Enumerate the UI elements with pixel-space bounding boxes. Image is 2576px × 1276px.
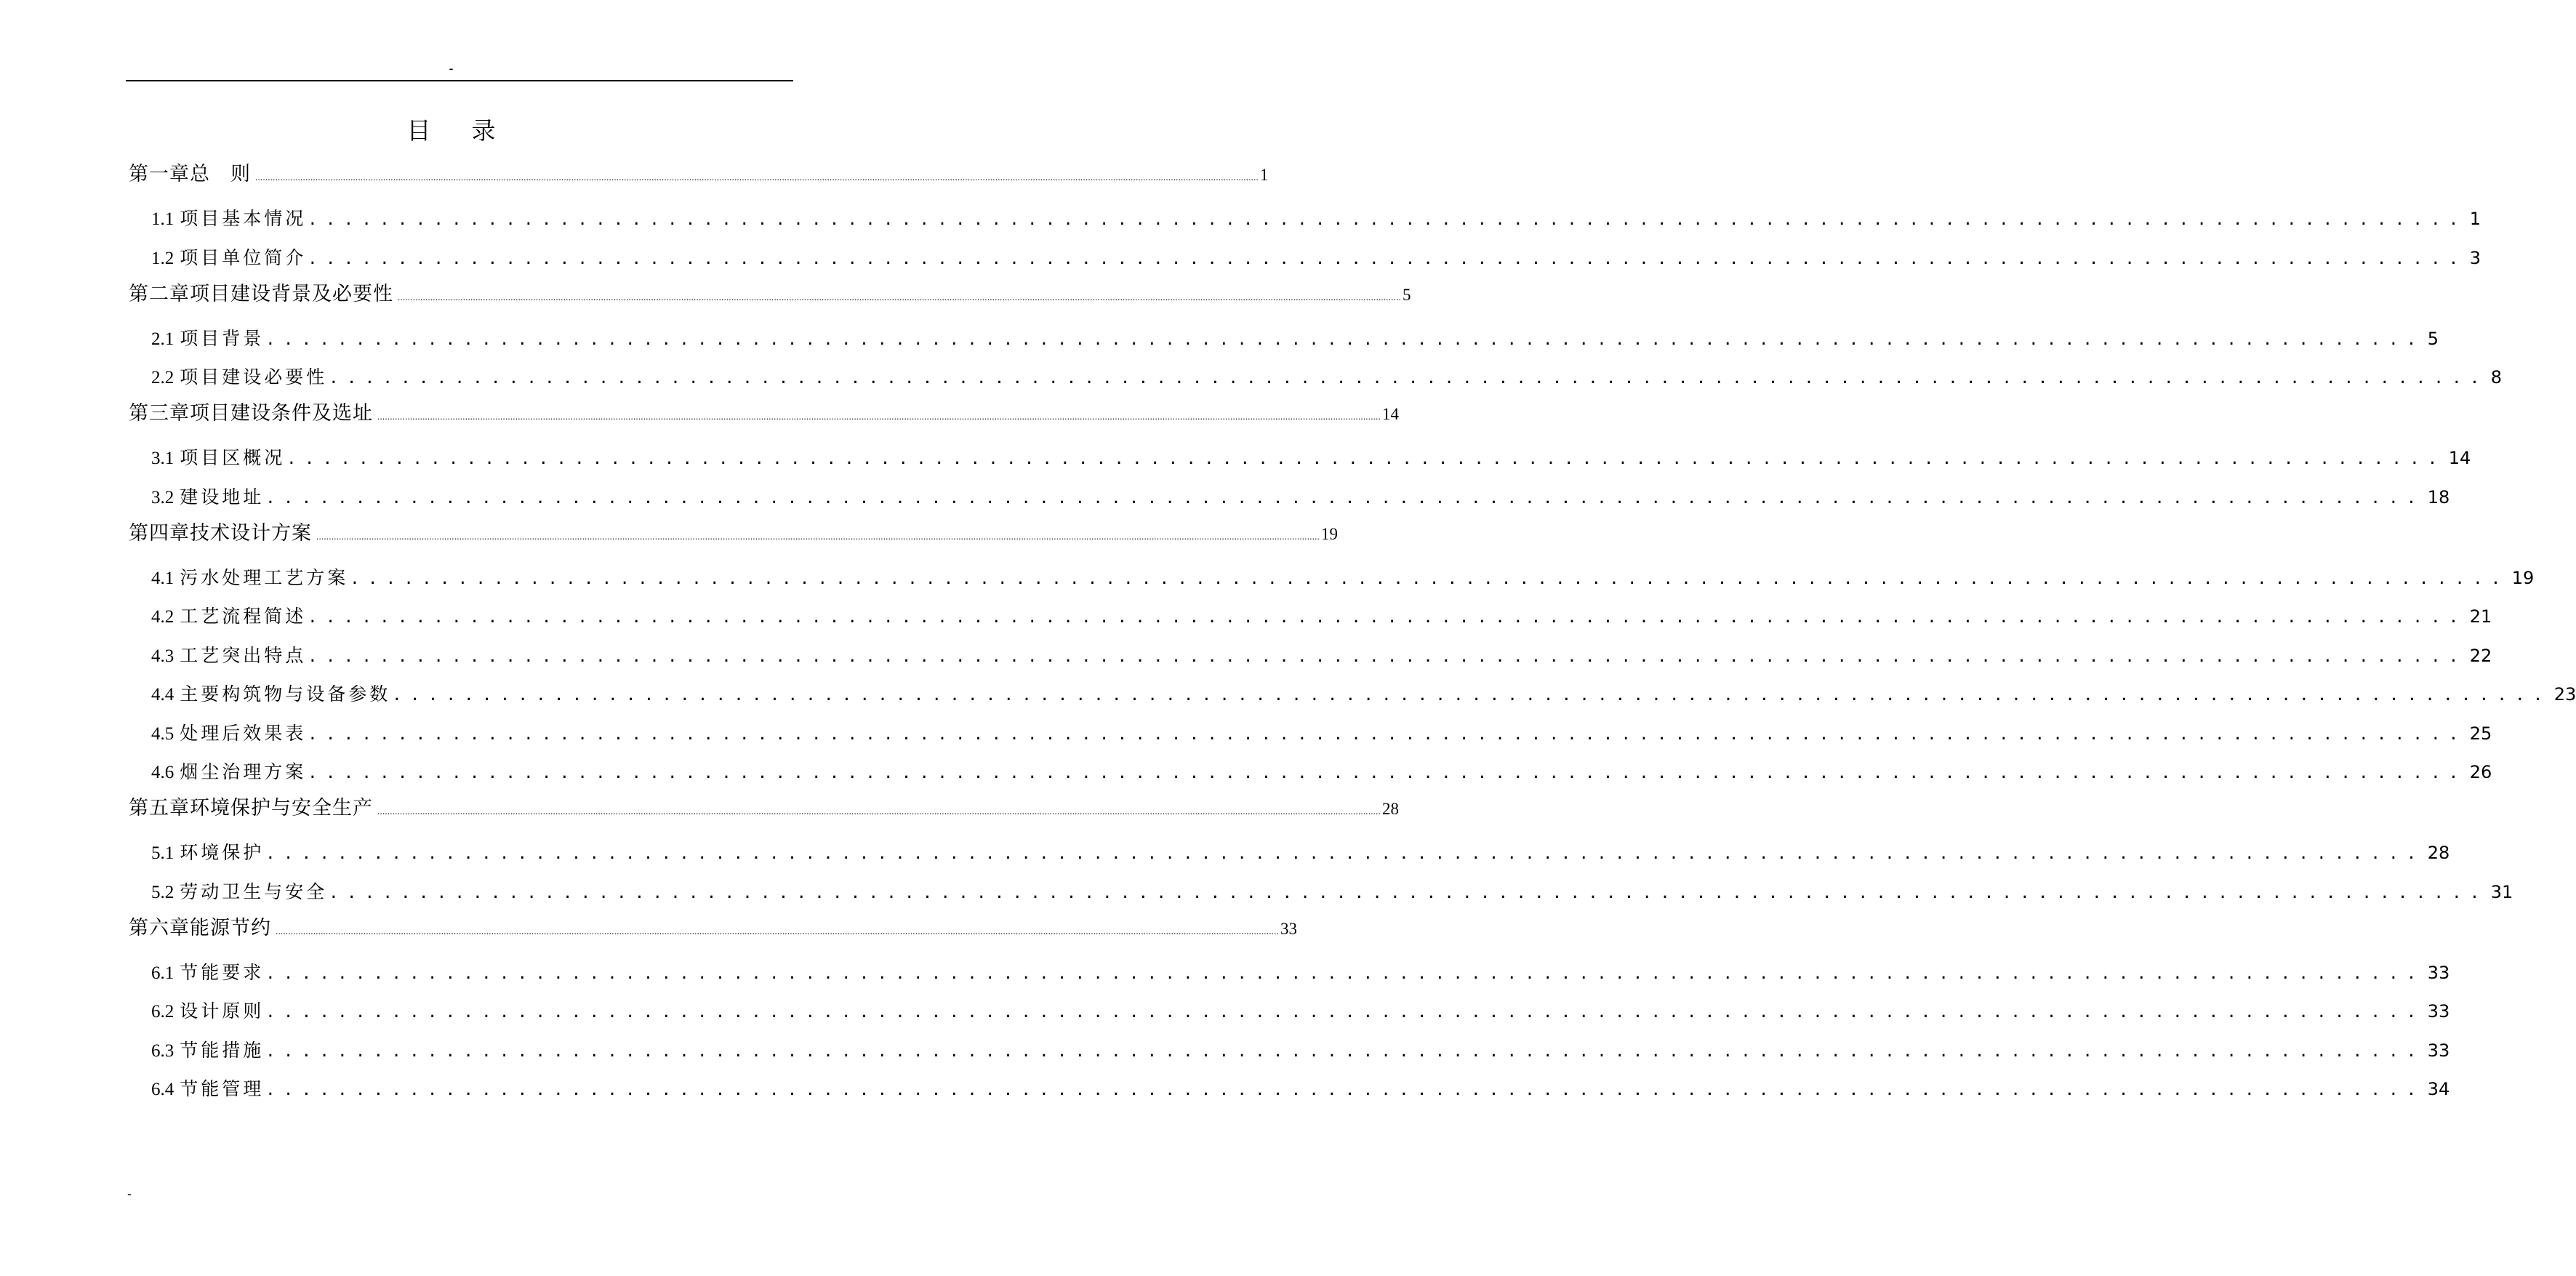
- section-page-number: 5: [2427, 328, 2439, 349]
- section-title: 处理后效果表: [180, 722, 307, 744]
- section-title: 节能要求: [180, 961, 265, 983]
- section-page-number: 1: [2469, 209, 2481, 229]
- section-number: 4.1: [151, 568, 174, 588]
- chapter-title: 技术设计方案: [190, 521, 312, 545]
- dot-leader: ........................................................................................................................: [265, 1042, 2425, 1061]
- dot-leader: ........................................................................................................................: [329, 369, 2488, 388]
- toc-section-entry[interactable]: [151, 840, 2450, 867]
- dot-leader: ........................................................................................................................: [308, 725, 2467, 744]
- toc-section-entry[interactable]: [151, 566, 2535, 592]
- section-page-number: 34: [2427, 1079, 2450, 1099]
- section-number: 4.5: [151, 723, 174, 744]
- section-number: 6.1: [151, 963, 174, 983]
- dot-leader: ........................................................................................................................: [350, 569, 2509, 588]
- dot-leader: ........................................................................................................................: [308, 647, 2467, 666]
- toc-section-entry[interactable]: [151, 326, 2439, 353]
- toc-section-entry[interactable]: [151, 682, 2576, 708]
- chapter-title: 能源节约: [190, 916, 271, 939]
- toc-section-entry[interactable]: [151, 880, 2513, 906]
- chapter-label: 第二章: [129, 282, 190, 305]
- dot-leader: ........................................................................................................................: [265, 845, 2425, 863]
- toc-chapter-entry[interactable]: [129, 915, 1297, 944]
- toc-section-entry[interactable]: [151, 446, 2471, 472]
- dot-leader: ........................................................................................................................: [265, 1003, 2425, 1022]
- section-page-number: 21: [2469, 606, 2492, 627]
- section-page-number: 19: [2511, 567, 2535, 588]
- section-title: 烟尘治理方案: [180, 761, 307, 782]
- section-number: 1.2: [151, 248, 174, 268]
- section-number: 6.2: [151, 1002, 174, 1022]
- chapter-page-number: 19: [1321, 524, 1338, 543]
- dot-leader: ........................................................................................................................: [286, 450, 2446, 468]
- section-title: 环境保护: [180, 842, 265, 863]
- section-page-number: 33: [2427, 962, 2450, 983]
- section-number: 2.1: [151, 329, 174, 349]
- section-title: 项目建设必要性: [180, 366, 328, 388]
- chapter-page-number: 1: [1260, 166, 1269, 184]
- section-page-number: 14: [2448, 448, 2471, 468]
- section-title: 节能措施: [180, 1039, 265, 1061]
- dot-leader: ................................................................................................................................................................................................................................................................................................................................................................................................................: [377, 806, 1381, 816]
- page-footer-mark: -: [127, 1187, 132, 1201]
- section-page-number: 22: [2469, 645, 2492, 666]
- section-title: 项目基本情况: [180, 208, 307, 229]
- section-number: 3.1: [151, 449, 174, 468]
- dot-leader: ........................................................................................................................: [265, 489, 2425, 507]
- dot-leader: ................................................................................................................................................................................................................................................................................................................................................................................................................: [276, 925, 1279, 936]
- section-number: 6.3: [151, 1040, 174, 1061]
- section-title: 主要构筑物与设备参数: [180, 683, 391, 705]
- section-number: 4.2: [151, 607, 174, 627]
- section-page-number: 18: [2427, 486, 2450, 507]
- dot-leader: ................................................................................................................................................................................................................................................................................................................................................................................................................: [255, 172, 1259, 182]
- toc-section-entry[interactable]: [151, 999, 2450, 1025]
- section-page-number: 26: [2469, 762, 2492, 782]
- toc-section-entry[interactable]: [151, 246, 2481, 272]
- section-number: 2.2: [151, 368, 174, 388]
- section-title: 项目单位简介: [180, 246, 307, 268]
- toc-chapter-entry[interactable]: [129, 281, 1411, 310]
- dot-leader: ........................................................................................................................: [308, 211, 2467, 229]
- chapter-page-number: 33: [1280, 919, 1297, 938]
- section-page-number: 33: [2427, 1001, 2450, 1022]
- dot-leader: ................................................................................................................................................................................................................................................................................................................................................................................................................: [316, 530, 1320, 542]
- dot-leader: ................................................................................................................................................................................................................................................................................................................................................................................................................: [377, 411, 1381, 422]
- section-number: 4.4: [151, 685, 174, 705]
- section-title: 工艺突出特点: [180, 644, 307, 666]
- section-number: 5.2: [151, 882, 174, 902]
- section-number: 5.1: [151, 843, 174, 863]
- dot-leader: ........................................................................................................................: [265, 330, 2425, 349]
- chapter-label: 第六章: [129, 916, 190, 939]
- toc-chapter-entry[interactable]: [129, 401, 1399, 430]
- chapter-label: 第五章: [129, 797, 190, 819]
- section-number: 6.4: [151, 1080, 174, 1099]
- section-title: 建设地址: [180, 486, 265, 507]
- section-title: 工艺流程简述: [180, 606, 307, 627]
- toc-section-entry[interactable]: [151, 643, 2492, 670]
- section-title: 项目区概况: [180, 447, 286, 468]
- section-page-number: 3: [2469, 247, 2481, 268]
- dot-leader: ........................................................................................................................: [265, 1081, 2425, 1099]
- chapter-title: 项目建设背景及必要性: [190, 282, 393, 305]
- dot-leader: ................................................................................................................................................................................................................................................................................................................................................................................................................: [398, 291, 1401, 302]
- section-title: 劳动卫生与安全: [180, 880, 328, 902]
- section-page-number: 33: [2427, 1040, 2450, 1061]
- toc-section-entry[interactable]: [151, 960, 2450, 987]
- section-page-number: 28: [2427, 843, 2450, 863]
- dot-leader: ........................................................................................................................: [329, 883, 2488, 902]
- toc-chapter-entry[interactable]: [129, 161, 1269, 190]
- section-page-number: 25: [2469, 723, 2492, 744]
- section-page-number: 31: [2490, 881, 2513, 902]
- chapter-title: 项目建设条件及选址: [190, 402, 373, 425]
- dot-leader: ........................................................................................................................: [265, 964, 2425, 983]
- dot-leader: ........................................................................................................................: [308, 609, 2467, 627]
- toc-section-entry[interactable]: [151, 485, 2450, 511]
- toc-chapter-entry[interactable]: [129, 521, 1338, 550]
- section-title: 节能管理: [180, 1078, 265, 1099]
- section-title: 污水处理工艺方案: [180, 566, 349, 588]
- toc-section-entry[interactable]: [151, 604, 2492, 630]
- chapter-label: 第三章: [129, 402, 190, 425]
- section-number: 3.2: [151, 487, 174, 507]
- page-header-mark: -: [449, 61, 454, 76]
- toc-section-entry[interactable]: [151, 1038, 2450, 1064]
- dot-leader: ........................................................................................................................: [308, 249, 2467, 268]
- section-page-number: 8: [2490, 367, 2502, 388]
- dot-leader: ........................................................................................................................: [308, 764, 2467, 782]
- section-number: 4.3: [151, 646, 174, 666]
- chapter-page-number: 5: [1403, 285, 1411, 304]
- section-page-number: 23: [2553, 684, 2576, 705]
- chapter-label: 第一章: [129, 163, 190, 185]
- toc-section-entry[interactable]: [151, 760, 2492, 786]
- toc-section-entry[interactable]: [151, 1077, 2450, 1103]
- toc-title: 目录: [406, 116, 537, 145]
- toc-section-entry[interactable]: [151, 365, 2502, 391]
- dot-leader: ........................................................................................................................: [392, 686, 2551, 705]
- chapter-title: 环境保护与安全生产: [190, 797, 373, 819]
- toc-chapter-entry[interactable]: [129, 795, 1399, 824]
- section-title: 设计原则: [180, 1000, 265, 1022]
- chapter-page-number: 14: [1382, 405, 1399, 423]
- toc-section-entry[interactable]: [151, 206, 2481, 233]
- chapter-page-number: 28: [1382, 800, 1399, 818]
- section-title: 项目背景: [180, 327, 265, 349]
- toc-section-entry[interactable]: [151, 721, 2492, 747]
- section-number: 4.6: [151, 763, 174, 782]
- section-number: 1.1: [151, 209, 174, 229]
- chapter-title: 总 则: [190, 163, 251, 185]
- chapter-label: 第四章: [129, 521, 190, 545]
